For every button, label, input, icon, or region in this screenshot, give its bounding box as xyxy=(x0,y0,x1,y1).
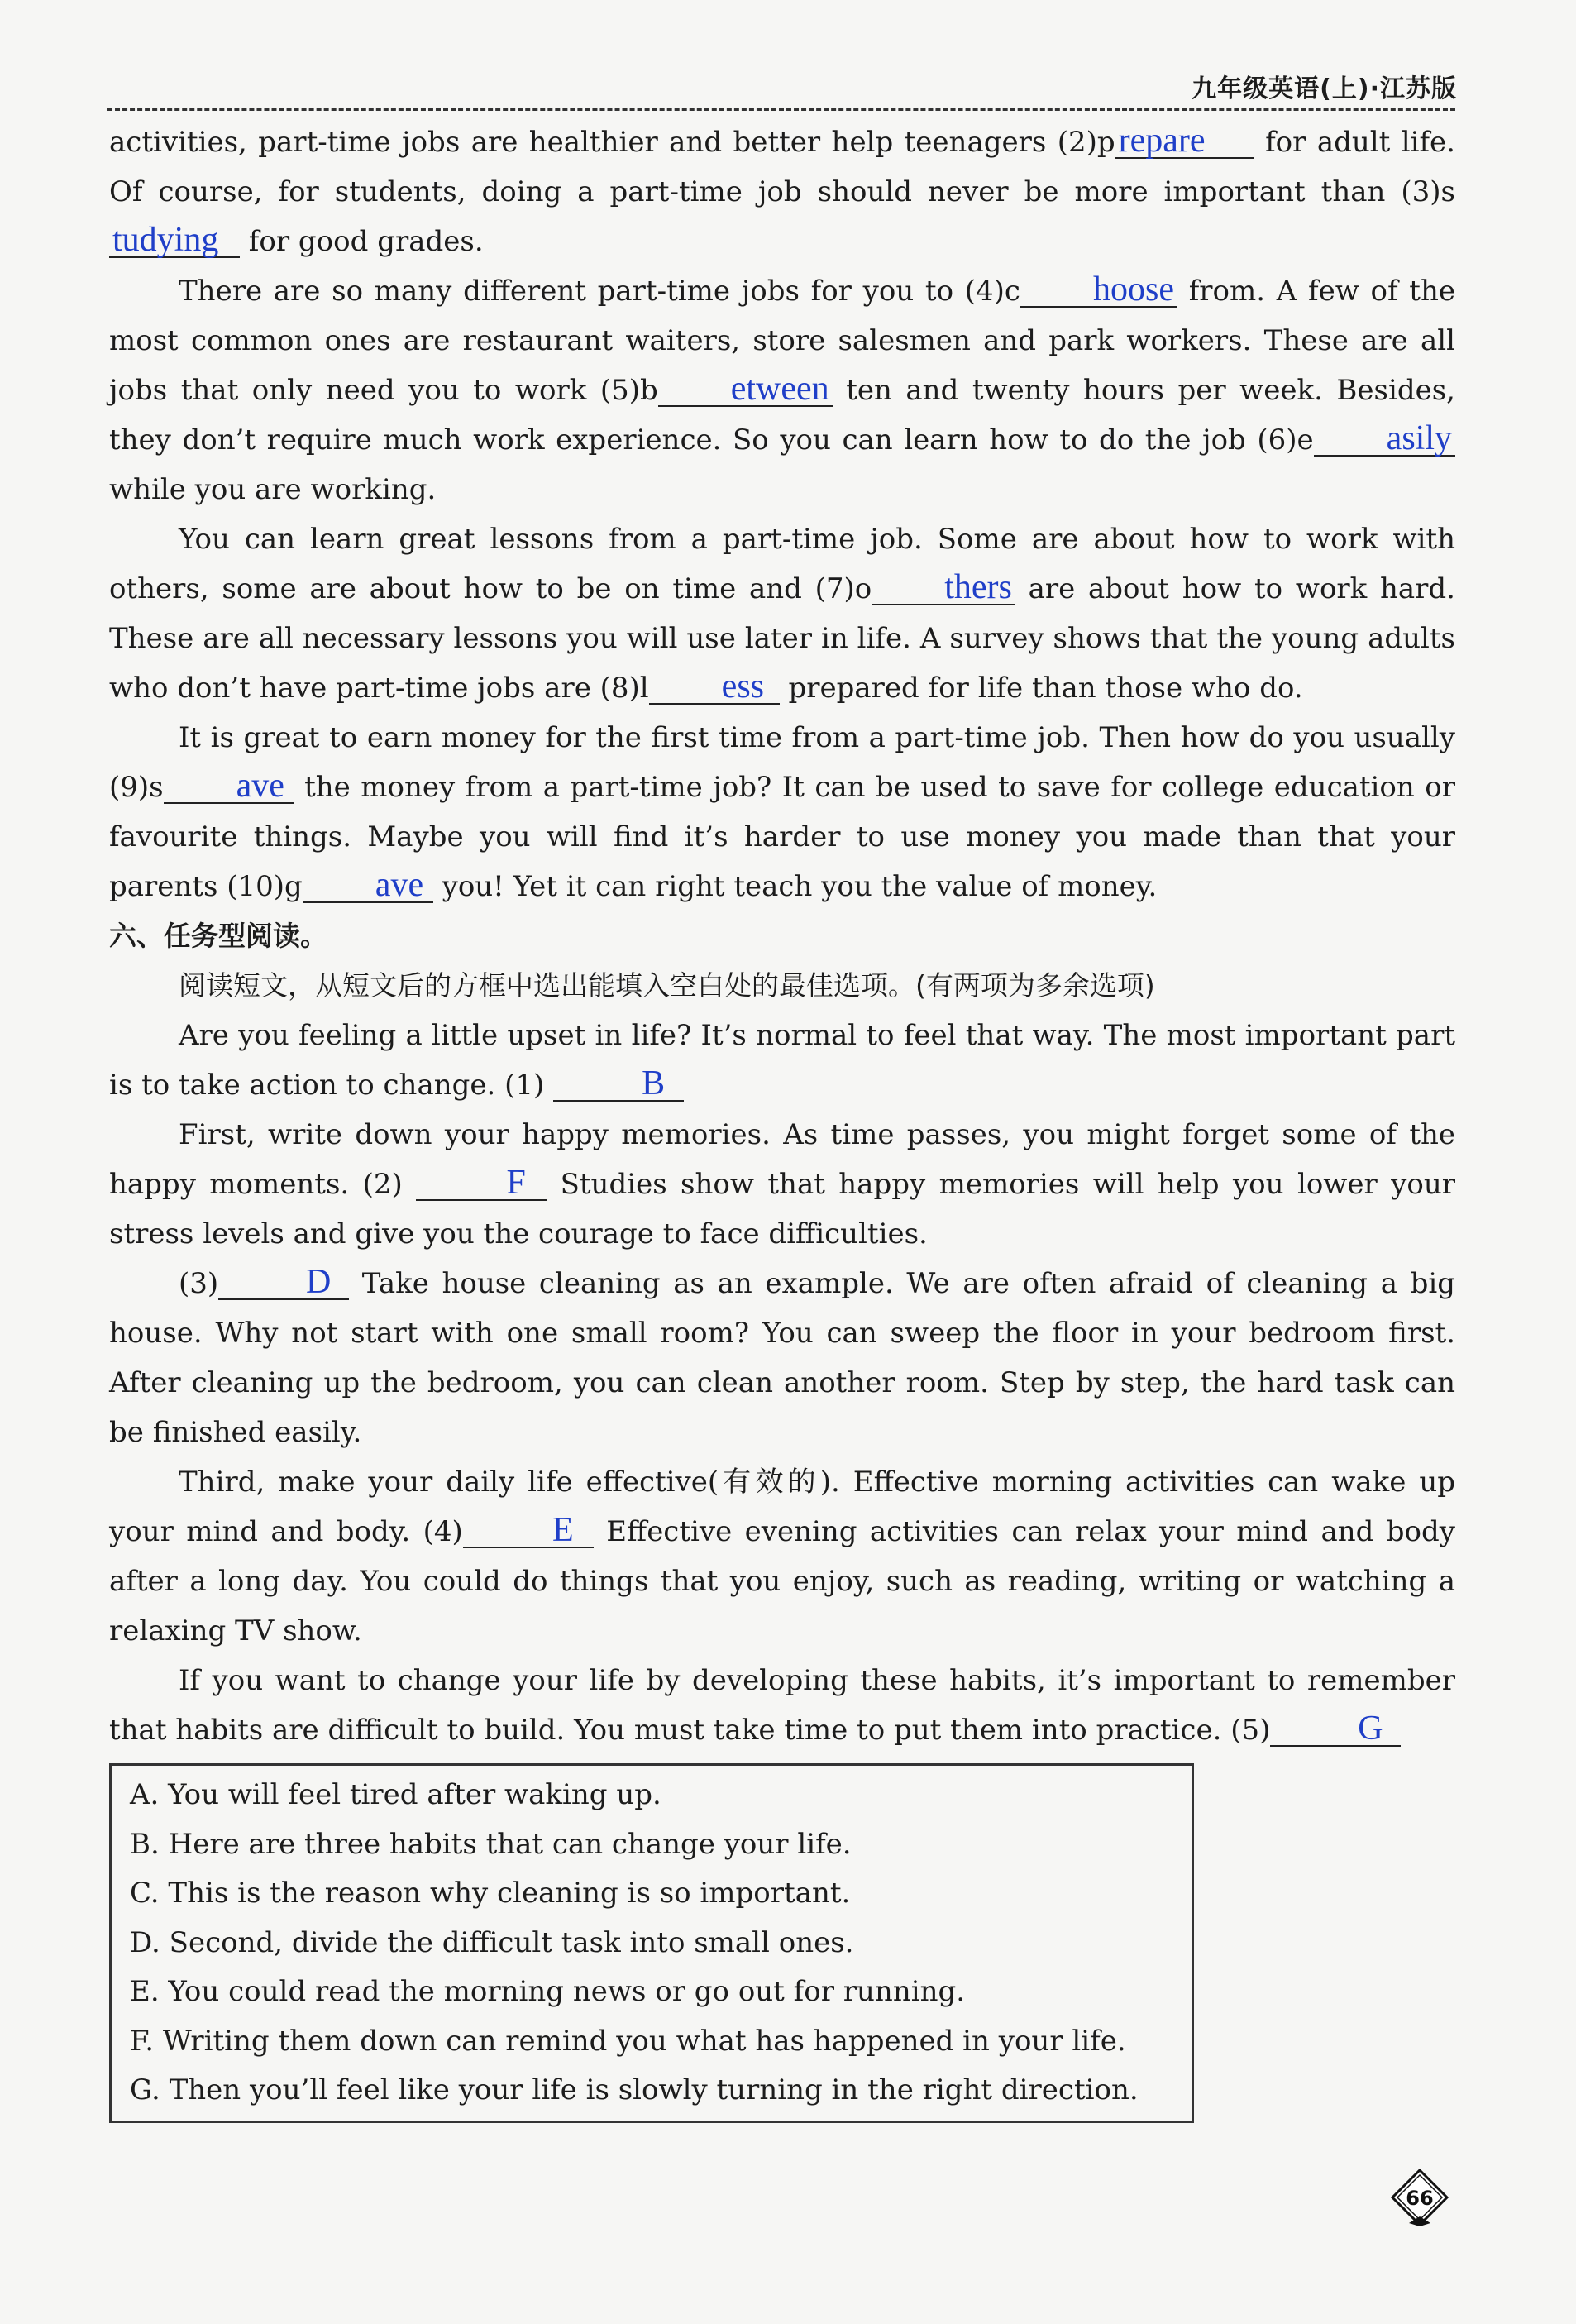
answer-blank-10: ave xyxy=(303,868,433,903)
text: (3) xyxy=(179,1267,219,1300)
answer-blank-4: hoose xyxy=(1020,273,1177,308)
text: Third, make your daily life effective(有效的). Effective morning activities can wake up your mind and body. (4) xyxy=(109,1466,1455,1548)
text: It is great to earn money for the first time from a part-time job. Then how do you usually (9)s xyxy=(109,721,1455,804)
option-c: C. This is the reason why cleaning is so important. xyxy=(130,1877,851,1910)
answer-blank-8: ess xyxy=(649,670,780,705)
option-g: G. Then you’ll feel like your life is slowly turning in the right direction. xyxy=(130,2073,1139,2106)
text: You can learn great lessons from a part-time job. Some are about how to work with others, some are about how to be on time and (7)o xyxy=(109,523,1455,605)
options-box xyxy=(109,1763,1194,2123)
answer-blank-4: E xyxy=(463,1513,594,1548)
answer-blank-7: thers xyxy=(872,571,1015,605)
answer-blank-2: repare xyxy=(1115,124,1254,159)
text: Effective evening activities can relax your mind and body after a long day. You could do things that you enjoy, such as reading, writing or watching a relaxing TV show. xyxy=(109,1515,1455,1647)
text: If you want to change your life by developing these habits, it’s important to remember that habits are difficult to build. You must take time to put them into practice. (5) xyxy=(109,1664,1455,1747)
answer-blank-1: B xyxy=(553,1067,684,1102)
text: for adult life. Of course, for students, doing a part-time job should never be more important than (3)s xyxy=(109,126,1455,208)
text: Are you feeling a little upset in life? It’s normal to feel that way. The most important part is to take action to change. (1) xyxy=(109,1019,1455,1102)
option-b: B. Here are three habits that can change your life. xyxy=(130,1827,852,1861)
answer-blank-9: ave xyxy=(164,769,294,804)
option-a: A. You will feel tired after waking up. xyxy=(130,1778,661,1811)
passage2-paragraph-4 xyxy=(109,1457,1455,1656)
passage2-paragraph-1 xyxy=(109,1011,1455,1110)
text: you! Yet it can right teach you the value of money. xyxy=(432,870,1158,903)
option-d: D. Second, divide the difficult task into small ones. xyxy=(130,1925,854,1959)
section-instruction: 阅读短文，从短文后的方框中选出能填入空白处的最佳选项。(有两项为多余选项) xyxy=(179,969,1155,1002)
text: while you are working. xyxy=(109,473,437,506)
text: There are so many different part-time jobs for you to (4)c xyxy=(179,275,1020,308)
text: are about how to work hard. These are all necessary lessons you will use later in life. A survey shows that the young adults who don’t have part-time jobs are (8)l xyxy=(109,572,1455,705)
answer-blank-2: F xyxy=(416,1166,547,1201)
header-divider xyxy=(107,108,1455,111)
text: activities, part-time jobs are healthier and better help teenagers (2)p xyxy=(109,126,1115,159)
option-f: F. Writing them down can remind you what has happened in your life. xyxy=(130,2024,1126,2058)
text: Take house cleaning as an example. We are often afraid of cleaning a big house. Why not start with one small room? You can sweep the floor in your bedroom first. After cleaning up the bedroom, you can clean another room. Step by step, the hard task can be finished easily. xyxy=(109,1267,1455,1449)
page-content xyxy=(109,117,1455,2123)
text: prepared for life than those who do. xyxy=(779,672,1303,705)
answer-blank-5: etween xyxy=(658,372,833,407)
option-e: E. You could read the morning news or go out for running. xyxy=(130,1975,966,2008)
answer-blank-5: G xyxy=(1270,1712,1401,1747)
answer-blank-3: D xyxy=(218,1265,349,1300)
page-number: 66 xyxy=(1406,2187,1434,2210)
page-header-title: 九年级英语(上)·江苏版 xyxy=(1192,74,1457,103)
section-title: 六、任务型阅读。 xyxy=(109,920,327,952)
text: ten and twenty hours per week. Besides, they don’t require much work experience. So you can learn how to do the job (6)e xyxy=(109,374,1455,457)
page-number-badge xyxy=(1391,2169,1449,2226)
answer-blank-3: tudying xyxy=(109,223,240,258)
passage1-paragraph-4 xyxy=(109,713,1455,911)
passage1-paragraph-3 xyxy=(109,514,1455,713)
passage1-paragraph-2 xyxy=(109,266,1455,514)
text: for good grades. xyxy=(240,225,484,258)
passage2-paragraph-5 xyxy=(109,1656,1455,1755)
text: from. A few of the most common ones are restaurant waiters, store salesmen and park workers. These are all jobs that only need you to work (5)b xyxy=(109,275,1455,407)
passage2-paragraph-2 xyxy=(109,1110,1455,1259)
passage2-paragraph-3 xyxy=(109,1259,1455,1457)
text: First, write down your happy memories. As time passes, you might forget some of the happy moments. (2) xyxy=(109,1118,1455,1201)
text: Studies show that happy memories will help you lower your stress levels and give you the courage to face difficulties. xyxy=(109,1168,1456,1250)
text: the money from a part-time job? It can be used to save for college education or favourite things. Maybe you will find it’s harder to use money you made than that your parents (10)g xyxy=(109,771,1455,903)
answer-blank-6: asily xyxy=(1314,422,1455,457)
passage1-paragraph-1 xyxy=(109,117,1455,266)
